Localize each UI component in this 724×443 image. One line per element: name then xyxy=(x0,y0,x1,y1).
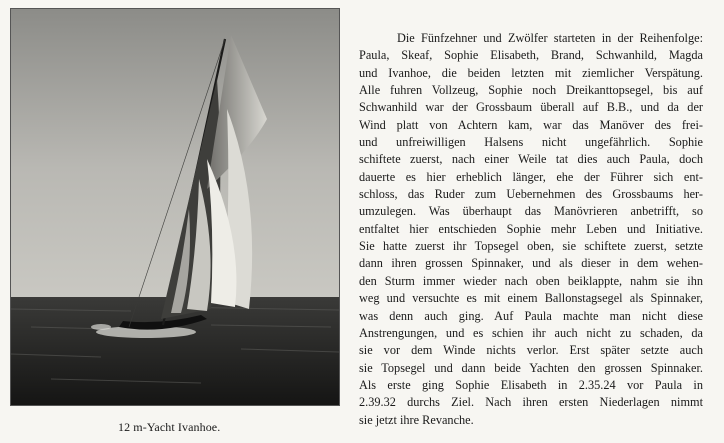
text-line: umzulegen. Was überhaupt das Manövrieren anbetrifft, so xyxy=(359,204,703,219)
text-line: Paula, Skeaf, Sophie Elisabeth, Brand, Schwanhild, Magda xyxy=(359,48,703,63)
text-line: 2.39.32 durchs Ziel. Nach ihren ersten Niederlagen nimmt xyxy=(359,395,703,410)
text-line: und Ivanhoe, die beiden letzten mit ziemlicher Verspätung. xyxy=(359,65,703,80)
text-line: Alle fuhren Vollzeug, Sophie noch Dreikanttopsegel, bis auf xyxy=(359,83,703,98)
text-line: Wind platt von Achtern kam, war das Manöver des frei- xyxy=(359,117,703,132)
text-line: Anstrengungen, und es schien ihr auch nicht zu schaden, da xyxy=(359,325,703,340)
text-line: den Sturm immer wieder nach oben beiklappte, nahm sie ihn xyxy=(359,273,703,288)
sailing-yacht-image xyxy=(11,9,339,405)
article-text xyxy=(359,30,703,429)
text-line: Schwanhild war der Grossbaum überall auf B.B., und da der xyxy=(359,100,703,115)
text-line: sie vor dem Winde nichts verlor. Erst später setzte auch xyxy=(359,343,703,358)
text-line: dann ihren grossen Spinnaker, und als dieser in dem wehen- xyxy=(359,256,703,271)
text-line: schloss, das Ruder zum Uebernehmen des Grossbaums her- xyxy=(359,187,703,202)
text-line: sie Topsegel und dann beide Yachten den grossen Spinnaker. xyxy=(359,360,703,375)
text-line: was denn auch ging. Auf Paula machte man nicht diese xyxy=(359,308,703,323)
text-line: Die Fünfzehner und Zwölfer starteten in der Reihenfolge: xyxy=(397,31,703,45)
text-line: Als erste ging Sophie Elisabeth in 2.35.24 vor Paula in xyxy=(359,377,703,392)
text-line: dauerte es hier erheblich länger, ehe der Führer sich ent- xyxy=(359,169,703,184)
text-line: Sie hatte zuerst ihr Topsegel oben, sie schiftete zuerst, setzte xyxy=(359,239,703,254)
figure-caption: 12 m-Yacht Ivanhoe. xyxy=(118,420,221,434)
text-line: entfaltet hier entschieden Sophie mehr Leben und Initiative. xyxy=(359,221,703,236)
text-line: und unfreiwilligen Halsens nicht ungefährlich. Sophie xyxy=(359,135,703,150)
text-line: schiftete zuerst, nach einer Weile tat dies auch Paula, doch xyxy=(359,152,703,167)
text-line: sie jetzt ihre Revanche. xyxy=(359,412,474,427)
yacht-photograph xyxy=(10,8,340,406)
text-line: weg und versuchte es mit einem Ballonstagsegel als Spinnaker, xyxy=(359,291,703,306)
